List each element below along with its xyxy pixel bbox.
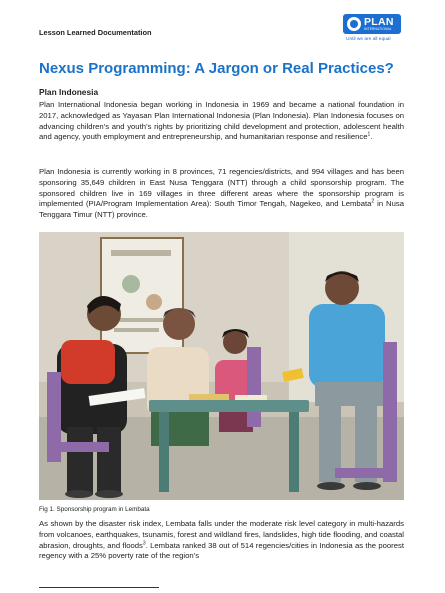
figure-caption: Fig 1. Sponsorship program in Lembata — [39, 506, 150, 513]
logo-name: PLAN — [364, 16, 394, 28]
logo-badge — [343, 14, 401, 34]
document-title: Nexus Programming: A Jargon or Real Practices? — [39, 60, 394, 77]
logo-tagline: Until we are all equal — [346, 37, 391, 42]
footnote-ref-3[interactable]: 3 — [142, 540, 146, 547]
section-heading: Plan Indonesia — [39, 87, 99, 97]
paragraph-intro: Plan International Indonesia began working in Indonesia in 1969 and became a national foundation in 2017, acknowledged as Yayasan Plan International Indonesia (Plan Indonesia). Plan Indonesia focuses on advancing children’s and youth’s rights by prioritizing child development and protection, adolescent health and agency, youth employment and entrepreneurship, and humanitarian response and resilience$^1$. — [39, 100, 404, 142]
plan-international-logo — [343, 14, 405, 50]
sponsorship-photo — [39, 232, 404, 500]
logo-subtitle: INTERNATIONAL — [364, 27, 392, 31]
footnote-ref-2[interactable]: 2 — [371, 198, 375, 205]
paragraph-risk: As shown by the disaster risk index, Lembata falls under the moderate risk level category in multi-hazards from volcanoes, earthquakes, tsunamis, forest and wildland fires, landslides, high tide flooding, and coastal abrasion, droughts, and floods$^3$. Lembata ranked 38 out of 514 regencies/cities in Indonesia as the poorest regency with a 25% poverty rate of the region’s — [39, 519, 404, 561]
footnote-ref-1[interactable]: 1 — [367, 131, 371, 138]
paragraph-coverage: Plan Indonesia is currently working in 8 provinces, 71 regencies/districts, and 994 villages and has been sponsoring 35,649 children in East Nusa Tenggara (NTT) through a child sponsorship program. The sponsored children live in 169 villages in three different areas where the sponsorship program is implemented (PIA/Program Implementation Area): South Timor Tengah, Nagekeo, and Lembata$^2$ in Nusa Tenggara Timur (NTT) province. — [39, 167, 405, 220]
plan-emblem-icon — [347, 17, 361, 31]
document-type-label: Lesson Learned Documentation — [39, 28, 152, 37]
footnote-divider — [39, 587, 159, 588]
